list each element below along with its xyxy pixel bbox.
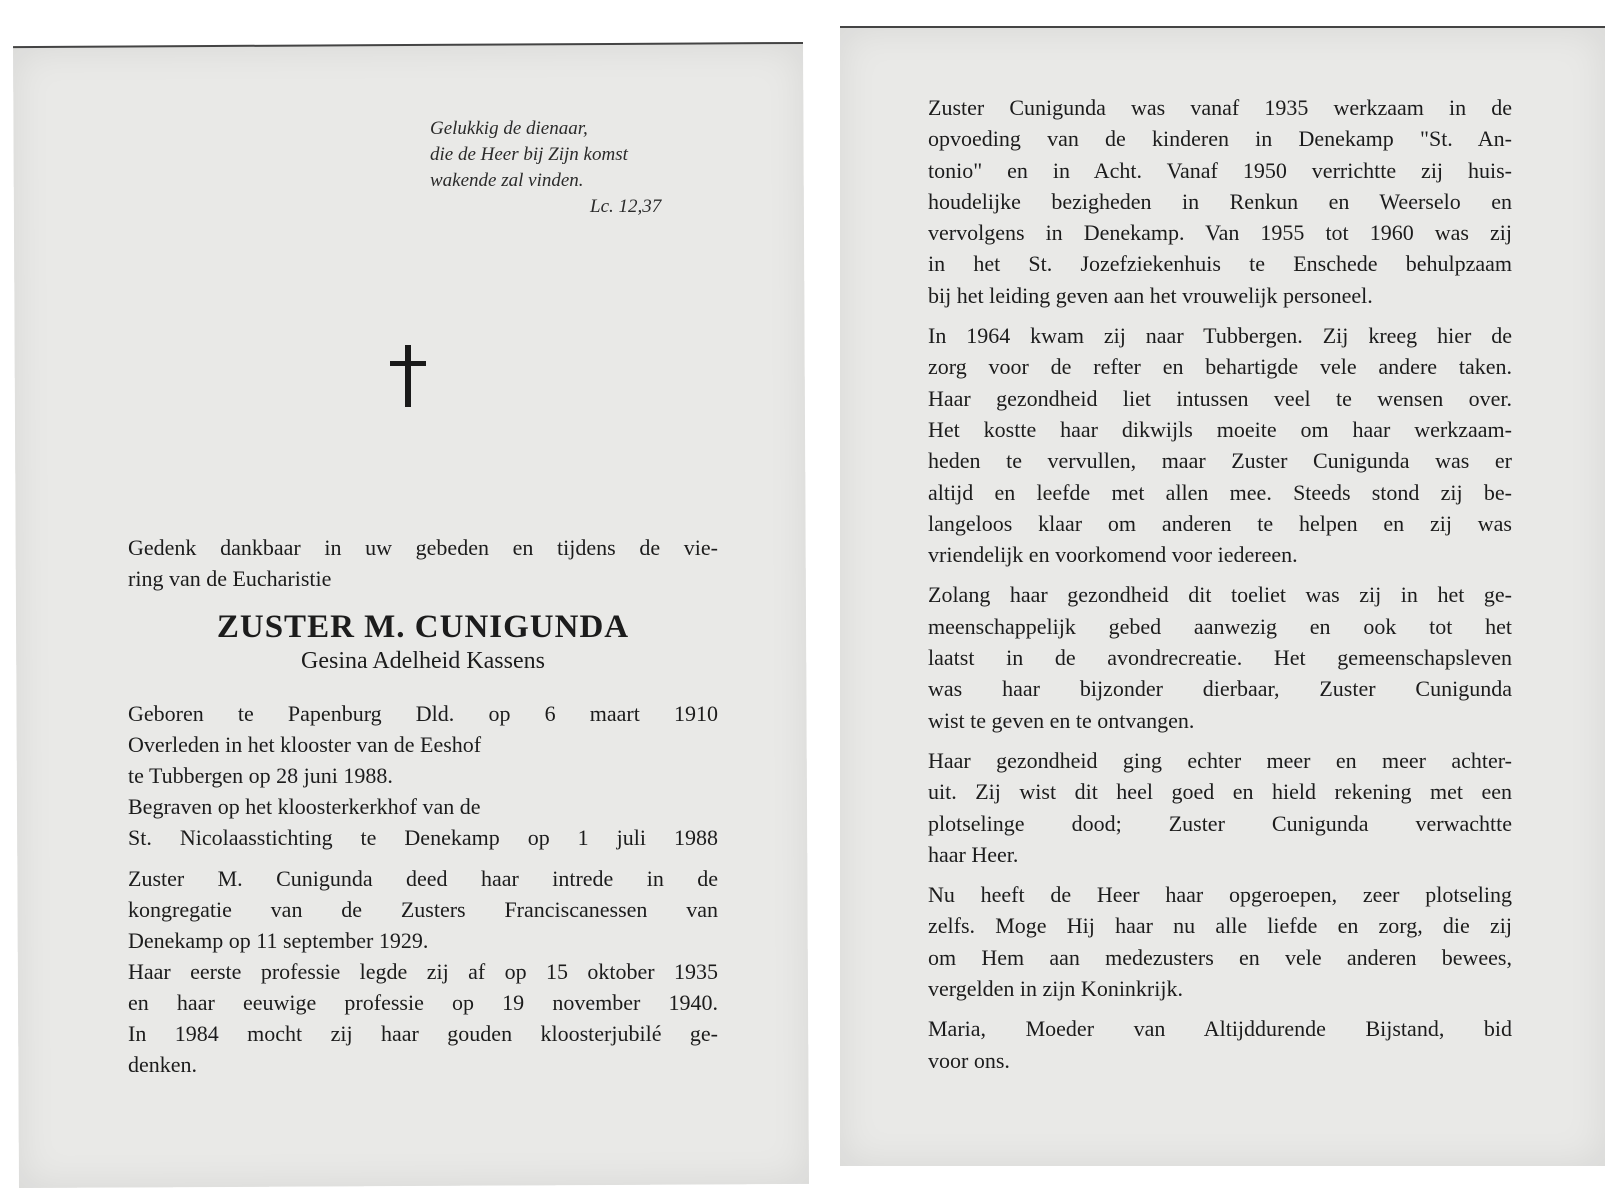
text-line: was haar bijzonder dierbaar, Zuster Cunigunda — [928, 676, 1512, 702]
text-line: Maria, Moeder van Altijddurende Bijstand, bid — [928, 1016, 1512, 1042]
date-line: St. Nicolaasstichting te Denekamp op 1 juli 1988 — [128, 825, 718, 850]
text-line: vervolgens in Denekamp. Van 1955 tot 1960 was zij — [928, 220, 1512, 246]
right-body — [928, 92, 1512, 1085]
text-line: altijd en leefde met allen mee. Steeds stond zij be- — [928, 479, 1512, 505]
quote-line: Gelukkig de dienaar, — [430, 118, 588, 139]
text-line: houdelijke bezigheden in Renkun en Weerselo en — [928, 188, 1512, 214]
text-line: zelfs. Moge Hij haar nu alle liefde en zorg, die zij — [928, 913, 1512, 939]
date-line: Geboren te Papenburg Dld. op 6 maart 1910 — [128, 701, 718, 726]
text-line: opvoeding van de kinderen in Denekamp "St. An- — [928, 126, 1512, 152]
quote-line: die de Heer bij Zijn komst — [430, 144, 628, 165]
text-line: heden te vervullen, maar Zuster Cunigunda was er — [928, 448, 1512, 474]
paragraph — [928, 745, 1512, 870]
quote-line: wakende zal vinden. — [430, 170, 584, 191]
bio-line: denken. — [128, 1052, 198, 1077]
bio-line: Haar eerste professie legde zij af op 15 oktober 1935 — [128, 959, 718, 984]
text-line: Zolang haar gezondheid dit toeliet was zij in het ge- — [928, 582, 1512, 608]
text-line: Haar gezondheid liet intussen veel te wensen over. — [928, 385, 1512, 411]
bio-line: In 1984 mocht zij haar gouden kloosterjubilé ge- — [128, 1021, 718, 1046]
text-line: meenschappelijk gebed aanwezig en ook tot het — [928, 613, 1512, 639]
text-line: bij het leiding geven aan het vrouwelijk personeel. — [928, 282, 1373, 308]
text-line: om Hem aan medezusters en vele anderen bewees, — [928, 944, 1512, 970]
cross-icon — [390, 345, 426, 407]
intro-line: Gedenk dankbaar in uw gebeden en tijdens de vie- — [128, 535, 718, 560]
deceased-name: ZUSTER M. CUNIGUNDA — [216, 609, 630, 645]
text-line: In 1964 kwam zij naar Tubbergen. Zij kreeg hier de — [928, 323, 1512, 349]
intro-line: ring van de Eucharistie — [128, 566, 332, 591]
paragraph — [928, 579, 1512, 735]
bio-line: kongregatie van de Zusters Franciscanessen van — [128, 897, 718, 922]
paragraph — [928, 879, 1512, 1004]
text-line: voor ons. — [928, 1047, 1010, 1073]
civil-name: Gesina Adelheid Kassens — [301, 648, 545, 674]
text-line: laatst in de avondrecreatie. Het gemeenschapsleven — [928, 645, 1512, 671]
text-line: langeloos klaar om anderen te helpen en zij was — [928, 510, 1512, 536]
paragraph — [928, 92, 1512, 311]
bio-line: Denekamp op 11 september 1929. — [128, 928, 429, 953]
text-line: Zuster Cunigunda was vanaf 1935 werkzaam in de — [928, 95, 1512, 120]
text-line: Nu heeft de Heer haar opgeroepen, zeer plotseling — [928, 882, 1512, 908]
date-line: Begraven op het kloosterkerkhof van de — [128, 794, 481, 819]
text-line: plotselinge dood; Zuster Cunigunda verwachtte — [928, 810, 1512, 836]
bible-quote — [430, 116, 661, 220]
text-line: zorg voor de refter en behartigde vele andere taken. — [928, 354, 1512, 380]
bio-line: en haar eeuwige professie op 19 november 1940. — [128, 990, 718, 1015]
text-line: Haar gezondheid ging echter meer en meer achter- — [928, 747, 1512, 773]
text-line: vergelden in zijn Koninkrijk. — [928, 976, 1183, 1002]
text-line: Het kostte haar dikwijls moeite om haar werkzaam- — [928, 416, 1512, 442]
bio-line: Zuster M. Cunigunda deed haar intrede in de — [128, 866, 718, 891]
text-line: in het St. Jozefziekenhuis te Enschede behulpzaam — [928, 251, 1512, 277]
date-line: Overleden in het klooster van de Eeshof — [128, 732, 482, 757]
date-line: te Tubbergen op 28 juni 1988. — [128, 763, 393, 788]
paragraph — [928, 320, 1512, 570]
text-line: uit. Zij wist dit heel goed en hield rekening met een — [928, 779, 1512, 805]
text-line: haar Heer. — [928, 841, 1019, 867]
text-line: tonio" en in Acht. Vanaf 1950 verrichtte zij huis- — [928, 157, 1512, 183]
quote-reference: Lc. 12,37 — [590, 196, 662, 217]
paragraph — [928, 1013, 1512, 1076]
left-body — [128, 532, 718, 1080]
text-line: wist te geven en te ontvangen. — [928, 707, 1195, 733]
text-line: vriendelijk en voorkomend voor iedereen. — [928, 542, 1298, 568]
